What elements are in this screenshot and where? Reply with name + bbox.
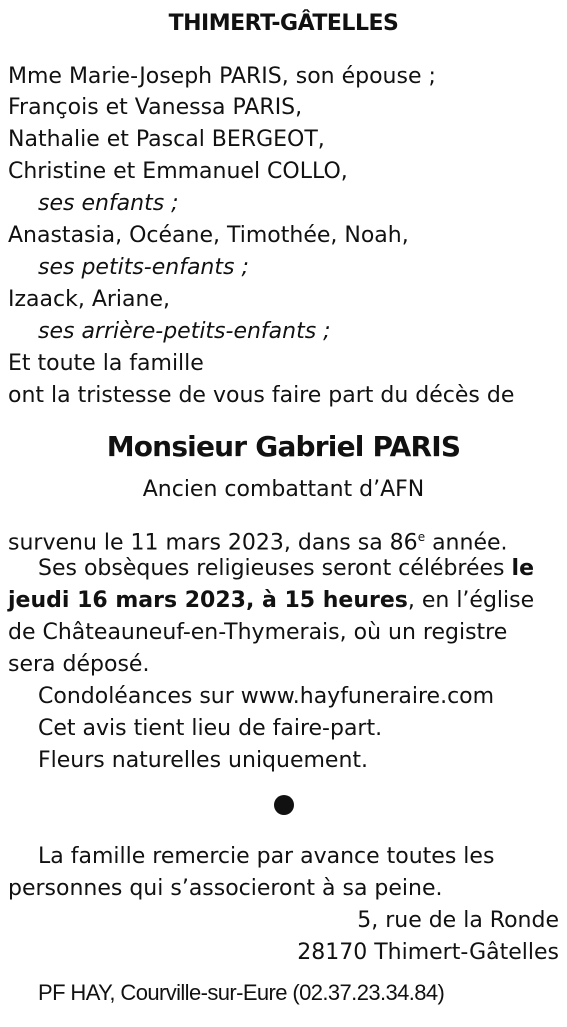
funeral-intro: Ses obsèques religieuses seront célébrées <box>38 556 505 581</box>
deceased-title: Ancien combattant d’AFN <box>142 477 425 502</box>
great-grandchildren-label: ses arrière-petits-enfants ; <box>38 319 331 344</box>
address-city: 28170 Thimert-Gâtelles <box>297 940 559 965</box>
separator-bullet <box>274 795 294 815</box>
children-label: ses enfants ; <box>38 191 179 216</box>
town-header: THIMERT-GÂTELLES <box>168 11 399 36</box>
whole-family-line: Et toute la famille <box>8 351 204 376</box>
child-line-3: Christine et Emmanuel COLLO, <box>8 159 348 184</box>
great-grandchildren-line: Izaack, Ariane, <box>8 287 170 312</box>
death-date-suffix: année. <box>425 530 508 556</box>
notice-line: Cet avis tient lieu de faire-part. <box>38 716 383 741</box>
funeral-line-1 <box>38 555 534 583</box>
child-line-1: François et Vanessa PARIS, <box>8 95 303 120</box>
funeral-after-date: , en l’église <box>407 588 535 613</box>
grandchildren-label: ses petits-enfants ; <box>38 255 249 280</box>
funeral-line-2 <box>8 587 534 615</box>
child-line-2: Nathalie et Pascal BERGEOT, <box>8 127 325 152</box>
funeral-date: jeudi 16 mars 2023, à 15 heures <box>8 588 408 613</box>
funeral-place-line: de Châteauneuf-en-Thymerais, où un registre <box>8 620 508 645</box>
death-ordinal: e <box>417 530 426 544</box>
spouse-line: Mme Marie-Joseph PARIS, son épouse ; <box>8 64 436 89</box>
funeral-le: le <box>511 556 534 581</box>
flowers-line: Fleurs naturelles uniquement. <box>38 748 369 773</box>
funeral-end-line: sera déposé. <box>8 652 150 677</box>
condolences-line: Condoléances sur www.hayfuneraire.com <box>38 684 495 709</box>
grandchildren-line: Anastasia, Océane, Timothée, Noah, <box>8 223 409 248</box>
thanks-line-2: personnes qui s’associeront à sa peine. <box>8 876 443 901</box>
thanks-line-1: La famille remercie par avance toutes les <box>38 844 495 869</box>
address-street: 5, rue de la Ronde <box>357 908 559 933</box>
funeral-home-footer: PF HAY, Courville-sur-Eure (02.37.23.34.84) <box>38 980 445 1005</box>
deceased-name: Monsieur Gabriel PARIS <box>106 430 461 463</box>
death-date-line <box>8 523 508 557</box>
announcement-line: ont la tristesse de vous faire part du décès de <box>8 383 515 408</box>
death-date-text: survenu le 11 mars 2023, dans sa 86 <box>8 530 418 556</box>
